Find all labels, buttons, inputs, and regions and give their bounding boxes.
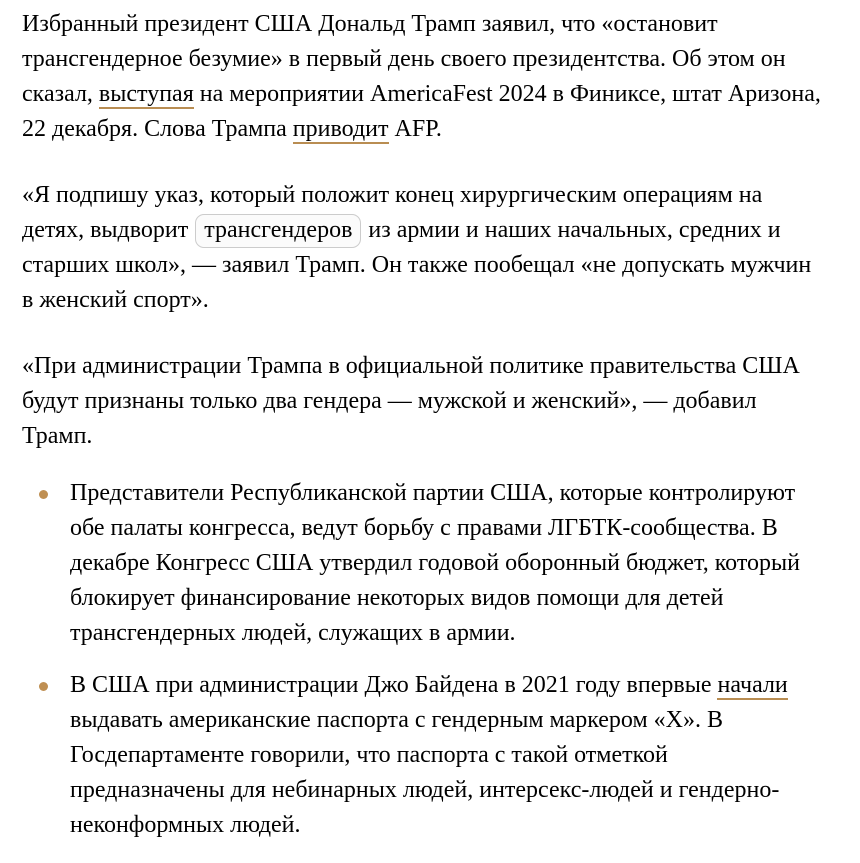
- link-privodit[interactable]: приводит: [292, 116, 389, 142]
- key-points-list: [22, 476, 822, 843]
- text-run: на мероприятии AmericaFest 2024 в Финиксе, штат Аризона, 22 декабря. Слова Трампа: [22, 81, 821, 142]
- link-vystupaya[interactable]: выступая: [98, 81, 194, 107]
- text-run: Представители Республиканской партии США, которые контролируют обе палаты конгресса, ведут борьбу с правами ЛГБТК-сообщества. В декабре Конгресс США утвердил годовой оборонный бюджет, который блокирует финансирование некоторых видов помощи для детей трансгендерных людей, служащих в армии.: [70, 480, 800, 646]
- article-body: [22, 0, 822, 843]
- glossary-term-chip[interactable]: трансгендеров: [195, 214, 361, 248]
- text-run: AFP.: [388, 116, 442, 142]
- list-item: [70, 668, 822, 843]
- quote-paragraph-1: [22, 178, 822, 318]
- quote-paragraph-2: [22, 349, 822, 454]
- lead-paragraph: [22, 7, 822, 147]
- text-run: «При администрации Трампа в официальной политике правительства США будут признаны только два гендера — мужской и женский», — добавил Трамп.: [22, 353, 800, 449]
- text-run: Избранный президент США Дональд Трамп заявил, что «остановит трансгендерное безумие» в первый день своего президентства. Об этом он сказал,: [22, 11, 786, 107]
- link-nachali[interactable]: начали: [717, 672, 788, 698]
- text-run: из армии и наших начальных, средних и старших школ», — заявил Трамп. Он также пообещал «не допускать мужчин в женский спорт».: [22, 217, 812, 313]
- text-run: выдавать американские паспорта с гендерным маркером «X». В Госдепартаменте говорили, что паспорта с такой отметкой предназначены для небинарных людей, интерсекс-людей и гендерно-неконформных людей.: [70, 707, 780, 838]
- text-run: «Я подпишу указ, который положит конец хирургическим операциям на детях, выдворит: [22, 182, 763, 243]
- bullet-icon: [39, 682, 48, 691]
- text-run: В США при администрации Джо Байдена в 2021 году впервые: [70, 672, 718, 698]
- bullet-icon: [39, 490, 48, 499]
- list-item: [70, 476, 822, 651]
